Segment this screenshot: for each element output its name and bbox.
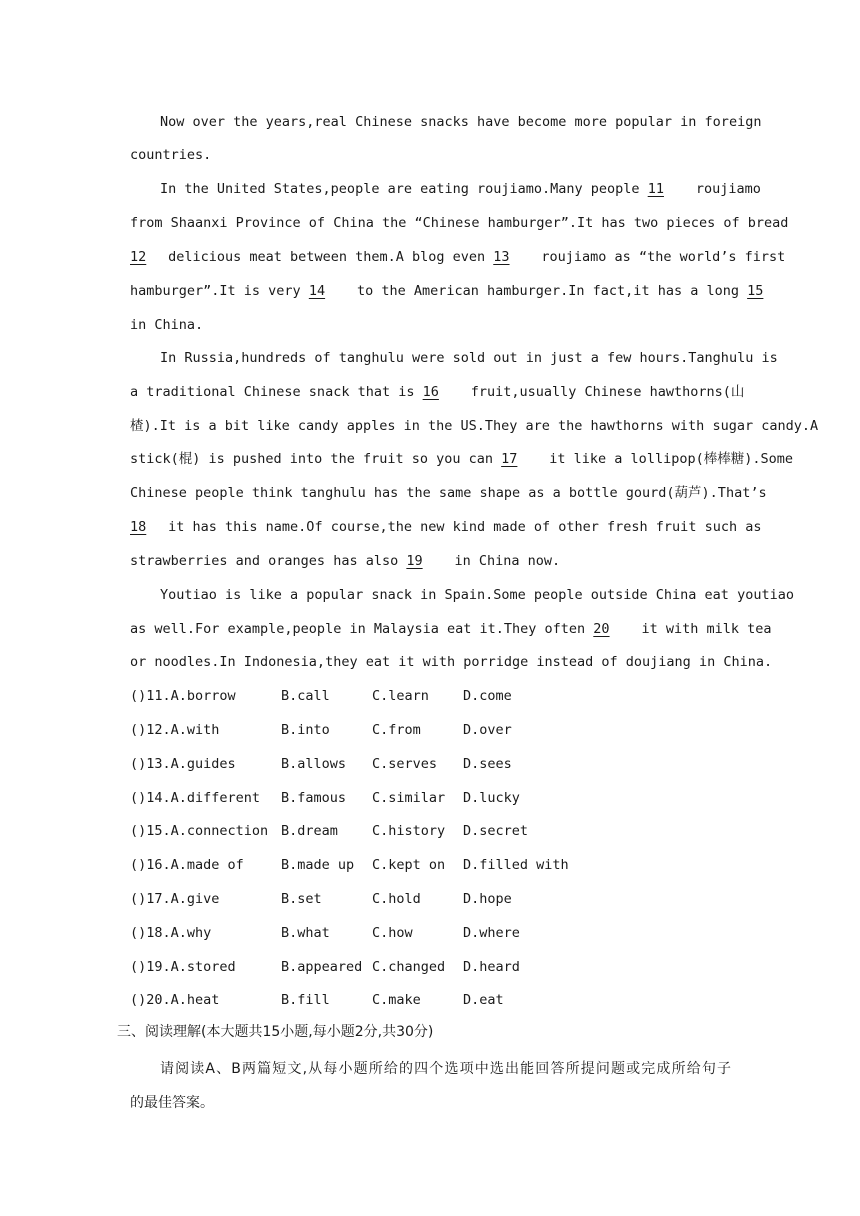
text-line: a traditional Chinese snack that is 16 fruit,usually Chinese hawthorns(山 <box>130 384 745 400</box>
question-option-a: ()19.A.stored <box>130 959 236 975</box>
text-line: 请阅读A、B两篇短文,从每小题所给的四个选项中选出能回答所提问题或完成所给句子 <box>160 1061 731 1077</box>
question-option-c: C.make <box>372 992 421 1008</box>
question-option-c: C.from <box>372 722 421 738</box>
question-option-b: B.famous <box>281 790 347 806</box>
question-option-b: B.into <box>281 722 330 738</box>
question-option-b: B.call <box>281 688 330 704</box>
blank-18: 18 <box>130 519 147 535</box>
question-option-c: C.serves <box>372 756 438 772</box>
blank-11: 11 <box>647 181 664 197</box>
text-line: strawberries and oranges has also 19 in China now. <box>130 553 561 569</box>
text-line: 18 it has this name.Of course,the new kind made of other fresh fruit such as <box>130 519 762 535</box>
text-line: from Shaanxi Province of China the “Chinese hamburger”.It has two pieces of bread <box>130 215 789 231</box>
text-line: 楂).It is a bit like candy apples in the US.They are the hawthorns with sugar candy.A <box>130 418 819 434</box>
question-option-a: ()17.A.give <box>130 891 220 907</box>
text-line: In Russia,hundreds of tanghulu were sold out in just a few hours.Tanghulu is <box>160 350 778 366</box>
blank-12: 12 <box>130 249 147 265</box>
text-line: 的最佳答案。 <box>130 1095 214 1111</box>
text-line: stick(棍) is pushed into the fruit so you can 17 it like a lollipop(棒棒糖).Some <box>130 451 793 467</box>
question-option-b: B.dream <box>281 823 338 839</box>
question-option-d: D.eat <box>463 992 504 1008</box>
blank-15: 15 <box>747 283 764 299</box>
text-line: In the United States,people are eating roujiamo.Many people 11 roujiamo <box>160 181 761 197</box>
question-option-c: C.learn <box>372 688 429 704</box>
question-option-b: B.what <box>281 925 330 941</box>
question-option-b: B.made up <box>281 857 355 873</box>
question-option-d: D.where <box>463 925 520 941</box>
question-option-c: C.hold <box>372 891 421 907</box>
blank-14: 14 <box>308 283 326 299</box>
text-line: or noodles.In Indonesia,they eat it with porridge instead of doujiang in China. <box>130 654 773 670</box>
text-line: Now over the years,real Chinese snacks have become more popular in foreign <box>160 114 762 130</box>
question-option-d: D.come <box>463 688 512 704</box>
text-line: 12 delicious meat between them.A blog even 13 roujiamo as “the world’s first <box>130 249 786 265</box>
text-line: hamburger”.It is very 14 to the American hamburger.In fact,it has a long 15 <box>130 281 731 301</box>
question-option-d: D.secret <box>463 823 529 839</box>
text-line: as well.For example,people in Malaysia eat it.They often 20 it with milk tea <box>130 621 772 637</box>
question-option-b: B.set <box>281 891 322 907</box>
question-option-a: ()11.A.borrow <box>130 688 236 704</box>
blank-19: 19 <box>406 553 423 569</box>
question-option-a: ()12.A.with <box>130 722 220 738</box>
section-heading: 三、阅读理解(本大题共15小题,每小题2分,共30分) <box>117 1024 434 1040</box>
blank-17: 17 <box>501 451 518 467</box>
question-option-a: ()14.A.different <box>130 790 261 806</box>
question-option-c: C.history <box>372 823 446 839</box>
blank-16: 16 <box>422 384 439 400</box>
question-option-d: D.sees <box>463 756 512 772</box>
question-option-d: D.hope <box>463 891 512 907</box>
text-line: Chinese people think tanghulu has the same shape as a bottle gourd(葫芦).That’s <box>130 485 767 501</box>
text-line: countries. <box>130 147 212 163</box>
question-option-a: ()16.A.made of <box>130 857 244 873</box>
question-option-c: C.how <box>372 925 413 941</box>
question-option-a: ()20.A.heat <box>130 992 220 1008</box>
question-option-c: C.similar <box>372 790 446 806</box>
question-option-b: B.fill <box>281 992 330 1008</box>
question-option-a: ()13.A.guides <box>130 756 236 772</box>
question-option-d: D.heard <box>463 959 520 975</box>
question-option-d: D.lucky <box>463 790 520 806</box>
question-option-b: B.allows <box>281 756 347 772</box>
question-option-a: ()15.A.connection <box>130 823 269 839</box>
question-option-a: ()18.A.why <box>130 925 212 941</box>
question-option-d: D.filled with <box>463 857 569 873</box>
text-line: Youtiao is like a popular snack in Spain.Some people outside China eat youtiao <box>160 587 794 603</box>
text-line: in China. <box>130 317 204 333</box>
blank-13: 13 <box>493 249 510 265</box>
question-option-c: C.changed <box>372 959 446 975</box>
question-option-c: C.kept on <box>372 857 446 873</box>
question-option-b: B.appeared <box>281 959 363 975</box>
question-option-d: D.over <box>463 722 512 738</box>
blank-20: 20 <box>593 621 610 637</box>
